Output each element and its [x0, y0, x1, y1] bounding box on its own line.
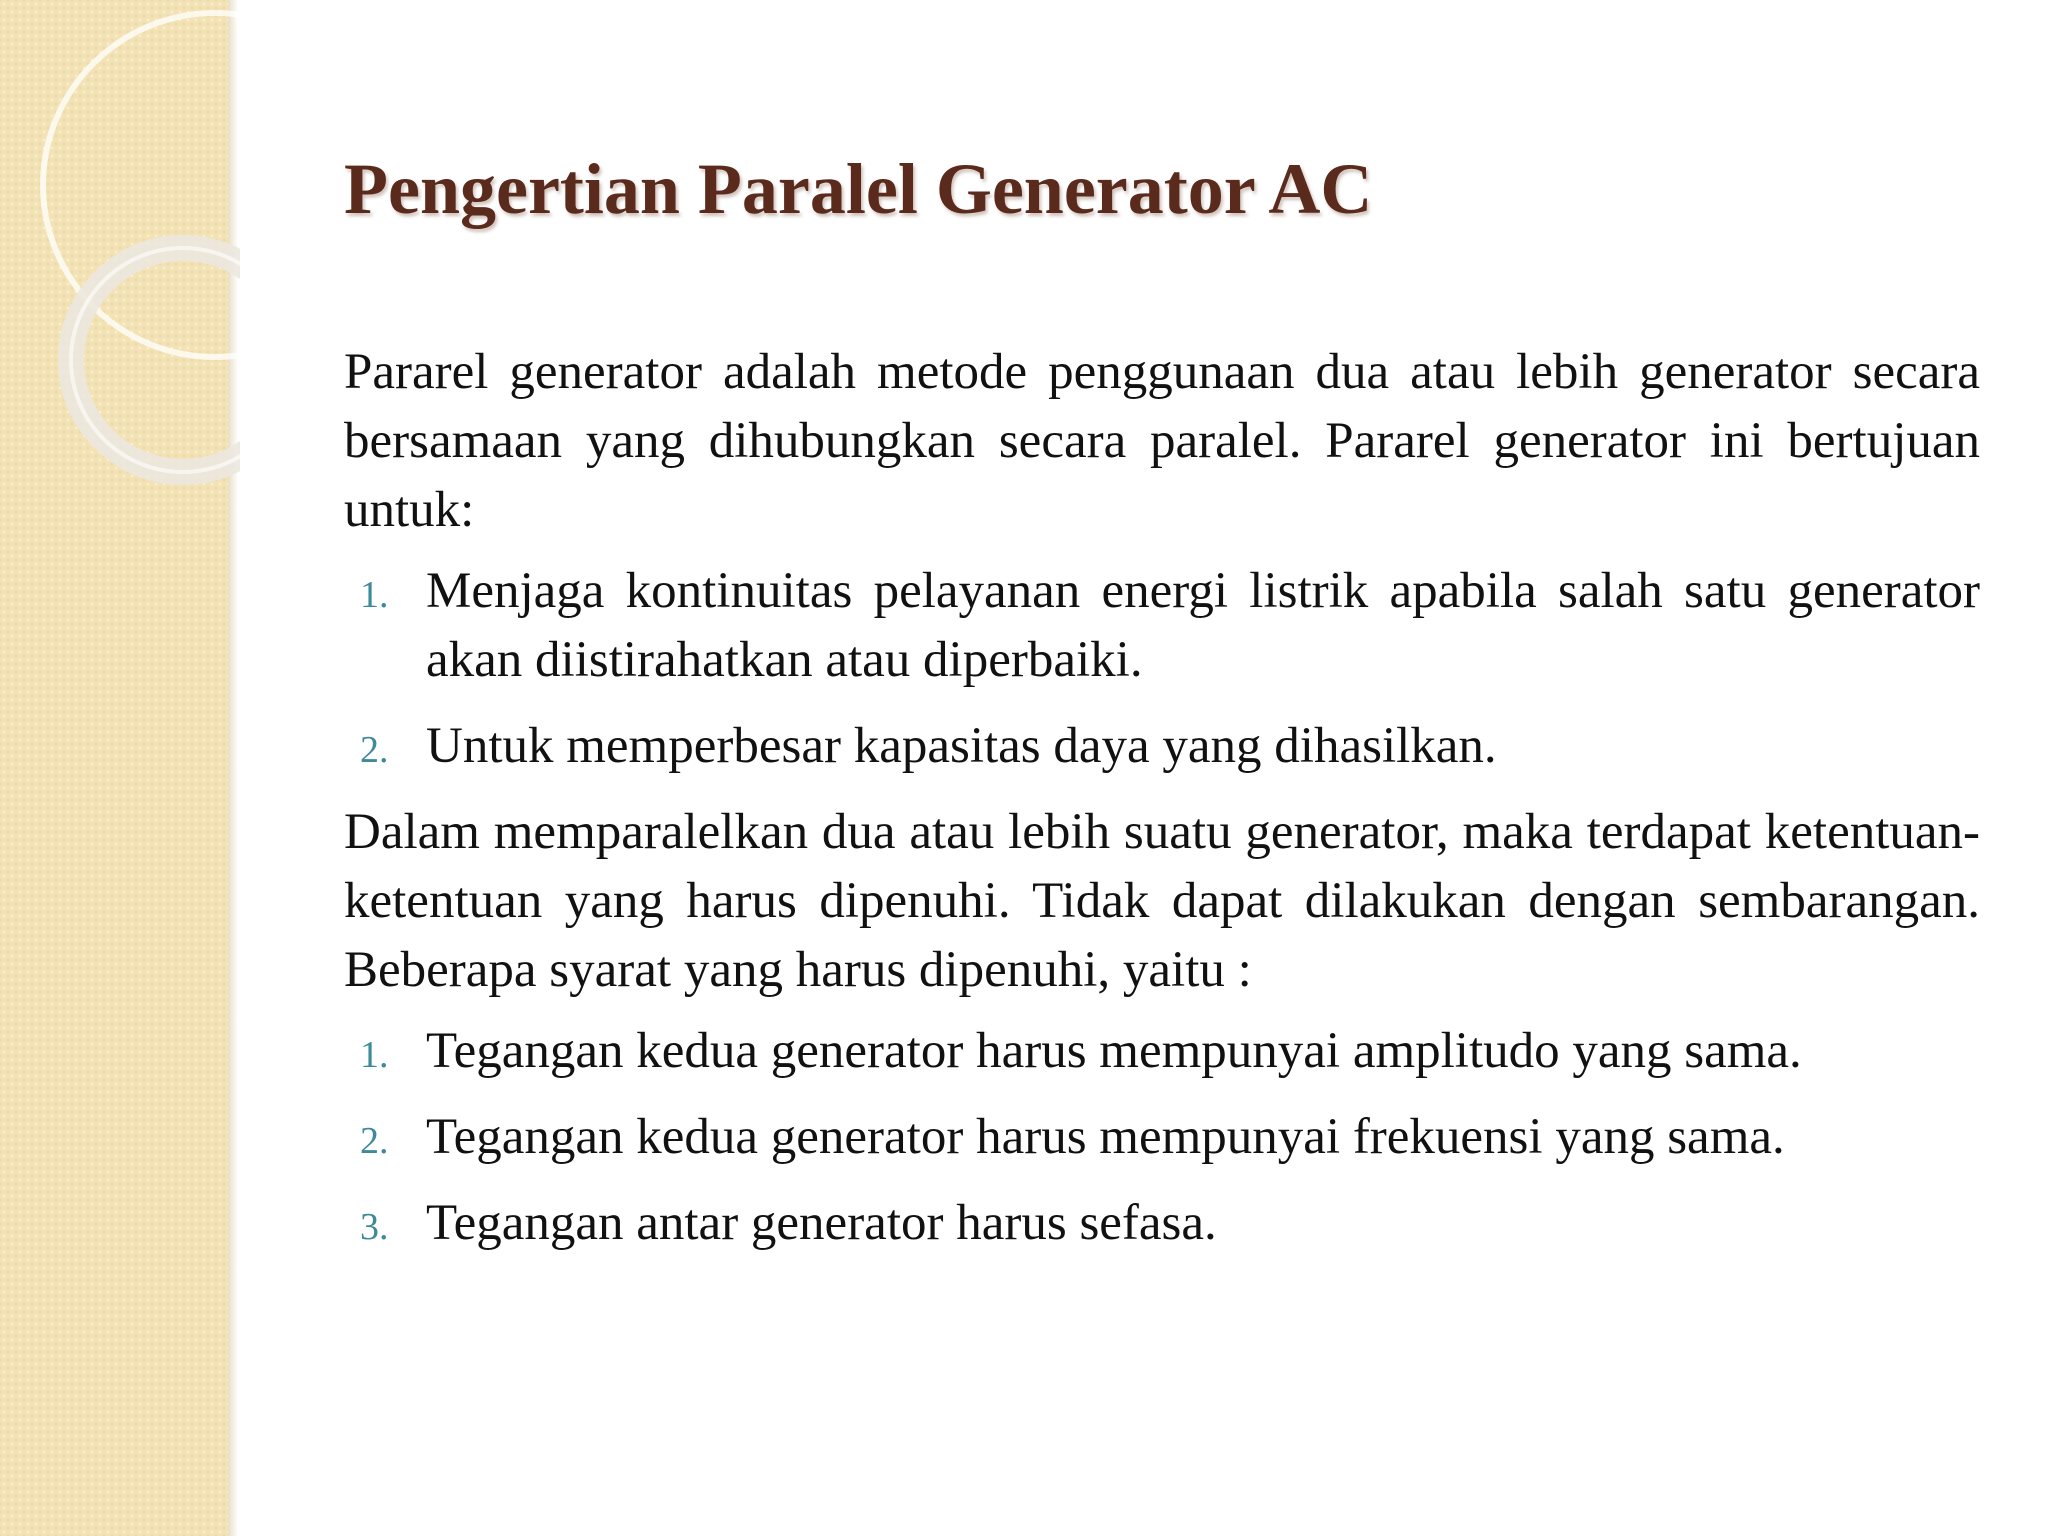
- list-item: [344, 1189, 1980, 1258]
- intro-paragraph: Pararel generator adalah metode penggunaan dua atau lebih generator secara bersamaan yang dihubungkan secara paralel. Pararel generator ini bertujuan untuk:: [344, 344, 1980, 538]
- list-number: 2.: [360, 729, 389, 771]
- list-item-text: Tegangan kedua generator harus mempunyai amplitudo yang sama.: [426, 1023, 1802, 1079]
- requirements-paragraph: Dalam memparalelkan dua atau lebih suatu generator, maka terdapat ketentuan-ketentuan yang harus dipenuhi. Tidak dapat dilakukan dengan sembarangan. Beberapa syarat yang harus dipenuhi, yaitu :: [344, 804, 1980, 998]
- list-item: [344, 557, 1980, 695]
- slide-content: [344, 338, 1980, 1275]
- decorative-rings: [0, 0, 240, 520]
- list-item-text: Untuk memperbesar kapasitas daya yang dihasilkan.: [426, 718, 1497, 774]
- list-item: [344, 1103, 1980, 1172]
- list-item-text: Menjaga kontinuitas pelayanan energi listrik apabila salah satu generator akan diistirahatkan atau diperbaiki.: [426, 563, 1980, 688]
- list-item-text: Tegangan antar generator harus sefasa.: [426, 1195, 1217, 1251]
- slide-title: Pengertian Paralel Generator AC: [344, 149, 1373, 229]
- list-item: [344, 712, 1980, 781]
- list-number: 3.: [360, 1206, 389, 1248]
- list-number: 1.: [360, 574, 389, 616]
- list-number: 1.: [360, 1034, 389, 1076]
- purposes-list: [344, 557, 1980, 781]
- list-number: 2.: [360, 1120, 389, 1162]
- small-ring: [71, 248, 240, 472]
- list-item-text: Tegangan kedua generator harus mempunyai frekuensi yang sama.: [426, 1109, 1785, 1165]
- requirements-list: [344, 1017, 1980, 1258]
- list-item: [344, 1017, 1980, 1086]
